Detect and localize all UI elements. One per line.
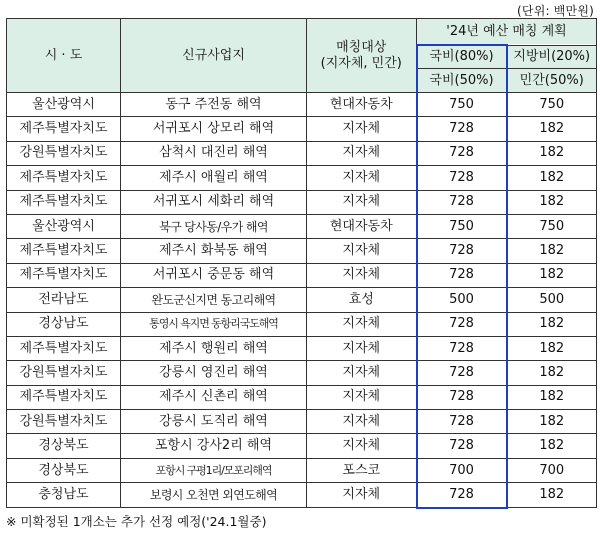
cell-region: 울산광역시 [7, 214, 121, 238]
cell-match-target: 지자체 [307, 312, 417, 336]
table-row [7, 214, 597, 238]
header-plan-title: '24년 예산 매칭 계획 [417, 19, 597, 46]
cell-region: 강원특별자치도 [7, 141, 121, 165]
cell-region: 울산광역시 [7, 93, 121, 117]
cell-national: 728 [417, 190, 507, 214]
cell-other: 182 [507, 385, 597, 409]
cell-national: 728 [417, 263, 507, 287]
cell-national: 750 [417, 93, 507, 117]
table-row [7, 239, 597, 263]
cell-match-target: 지자체 [307, 434, 417, 458]
cell-match-target: 지자체 [307, 385, 417, 409]
cell-national: 500 [417, 288, 507, 312]
cell-other: 182 [507, 361, 597, 385]
table-row [7, 166, 597, 190]
cell-national: 728 [417, 483, 507, 508]
cell-region: 경상북도 [7, 458, 121, 482]
cell-region: 강원특별자치도 [7, 410, 121, 434]
header-match-target-line1: 매칭대상 [336, 39, 387, 55]
cell-region: 충청남도 [7, 483, 121, 508]
table-row [7, 190, 597, 214]
cell-other: 182 [507, 336, 597, 360]
cell-other: 182 [507, 434, 597, 458]
cell-site: 제주시 애월리 해역 [121, 166, 307, 190]
table-row [7, 288, 597, 312]
cell-region: 전라남도 [7, 288, 121, 312]
cell-site: 제주시 신촌리 해역 [121, 385, 307, 409]
cell-site: 포항시 강사2리 해역 [121, 434, 307, 458]
cell-match-target: 지자체 [307, 336, 417, 360]
cell-other: 750 [507, 214, 597, 238]
cell-match-target: 지자체 [307, 361, 417, 385]
cell-match-target: 효성 [307, 288, 417, 312]
cell-other: 500 [507, 288, 597, 312]
table-row [7, 483, 597, 508]
cell-other: 182 [507, 117, 597, 141]
cell-national: 728 [417, 361, 507, 385]
header-private-50: 민간(50%) [507, 69, 597, 93]
cell-site: 서귀포시 상모리 해역 [121, 117, 307, 141]
unit-label: (단위: 백만원) [517, 4, 594, 18]
cell-region: 제주특별자치도 [7, 263, 121, 287]
cell-site: 동구 주전동 해역 [121, 93, 307, 117]
cell-national: 750 [417, 214, 507, 238]
header-match-target-line2: (지자체, 민간) [320, 55, 402, 71]
cell-match-target: 지자체 [307, 483, 417, 508]
cell-national: 728 [417, 239, 507, 263]
cell-site: 서귀포시 중문동 해역 [121, 263, 307, 287]
cell-region: 제주특별자치도 [7, 166, 121, 190]
footnote: ※ 미확정된 1개소는 추가 선정 예정('24.1월중) [6, 514, 267, 529]
budget-matching-table [6, 18, 597, 509]
table-row [7, 385, 597, 409]
cell-match-target: 지자체 [307, 117, 417, 141]
cell-site: 완도군신지면 동고리해역 [121, 288, 307, 312]
cell-site: 북구 당사동/우가 해역 [121, 214, 307, 238]
cell-site: 삼척시 대진리 해역 [121, 141, 307, 165]
cell-site: 보령시 오천면 외연도해역 [121, 483, 307, 508]
cell-other: 182 [507, 190, 597, 214]
cell-site: 포항시 구평1리/모포리해역 [121, 458, 307, 482]
cell-match-target: 지자체 [307, 263, 417, 287]
table-row [7, 336, 597, 360]
cell-national: 728 [417, 434, 507, 458]
table-row [7, 117, 597, 141]
cell-other: 700 [507, 458, 597, 482]
cell-region: 제주특별자치도 [7, 385, 121, 409]
cell-national: 728 [417, 336, 507, 360]
cell-national: 728 [417, 117, 507, 141]
cell-other: 750 [507, 93, 597, 117]
cell-site: 강릉시 영진리 해역 [121, 361, 307, 385]
cell-region: 경상남도 [7, 312, 121, 336]
table-row [7, 458, 597, 482]
cell-national: 728 [417, 141, 507, 165]
header-site: 신규사업지 [121, 19, 307, 93]
table-row [7, 141, 597, 165]
table-row [7, 361, 597, 385]
cell-match-target: 지자체 [307, 190, 417, 214]
table-body [7, 93, 597, 508]
cell-national: 700 [417, 458, 507, 482]
header-national-80: 국비(80%) [417, 45, 507, 69]
cell-other: 182 [507, 410, 597, 434]
cell-match-target: 지자체 [307, 410, 417, 434]
cell-region: 제주특별자치도 [7, 239, 121, 263]
table-row [7, 263, 597, 287]
cell-match-target: 지자체 [307, 141, 417, 165]
cell-match-target: 지자체 [307, 239, 417, 263]
cell-region: 강원특별자치도 [7, 361, 121, 385]
table-row [7, 93, 597, 117]
cell-national: 728 [417, 385, 507, 409]
cell-region: 제주특별자치도 [7, 190, 121, 214]
cell-other: 182 [507, 483, 597, 508]
header-match-target [307, 19, 417, 93]
cell-other: 182 [507, 312, 597, 336]
table-row [7, 410, 597, 434]
cell-other: 182 [507, 141, 597, 165]
cell-site: 강릉시 도직리 해역 [121, 410, 307, 434]
cell-other: 182 [507, 239, 597, 263]
cell-region: 제주특별자치도 [7, 117, 121, 141]
cell-site: 통영시 욕지면 동항리국도해역 [121, 312, 307, 336]
cell-national: 728 [417, 312, 507, 336]
cell-site: 제주시 화북동 해역 [121, 239, 307, 263]
cell-match-target: 지자체 [307, 166, 417, 190]
header-national-50: 국비(50%) [417, 69, 507, 93]
cell-region: 제주특별자치도 [7, 336, 121, 360]
cell-site: 서귀포시 세화리 해역 [121, 190, 307, 214]
cell-match-target: 포스코 [307, 458, 417, 482]
cell-match-target: 현대자동차 [307, 93, 417, 117]
table-row [7, 434, 597, 458]
table-row [7, 312, 597, 336]
header-region: 시 · 도 [7, 19, 121, 93]
cell-site: 제주시 행원리 해역 [121, 336, 307, 360]
header-local-20: 지방비(20%) [507, 45, 597, 69]
cell-region: 경상북도 [7, 434, 121, 458]
cell-other: 182 [507, 166, 597, 190]
cell-match-target: 현대자동차 [307, 214, 417, 238]
cell-other: 182 [507, 263, 597, 287]
cell-national: 728 [417, 166, 507, 190]
cell-national: 728 [417, 410, 507, 434]
